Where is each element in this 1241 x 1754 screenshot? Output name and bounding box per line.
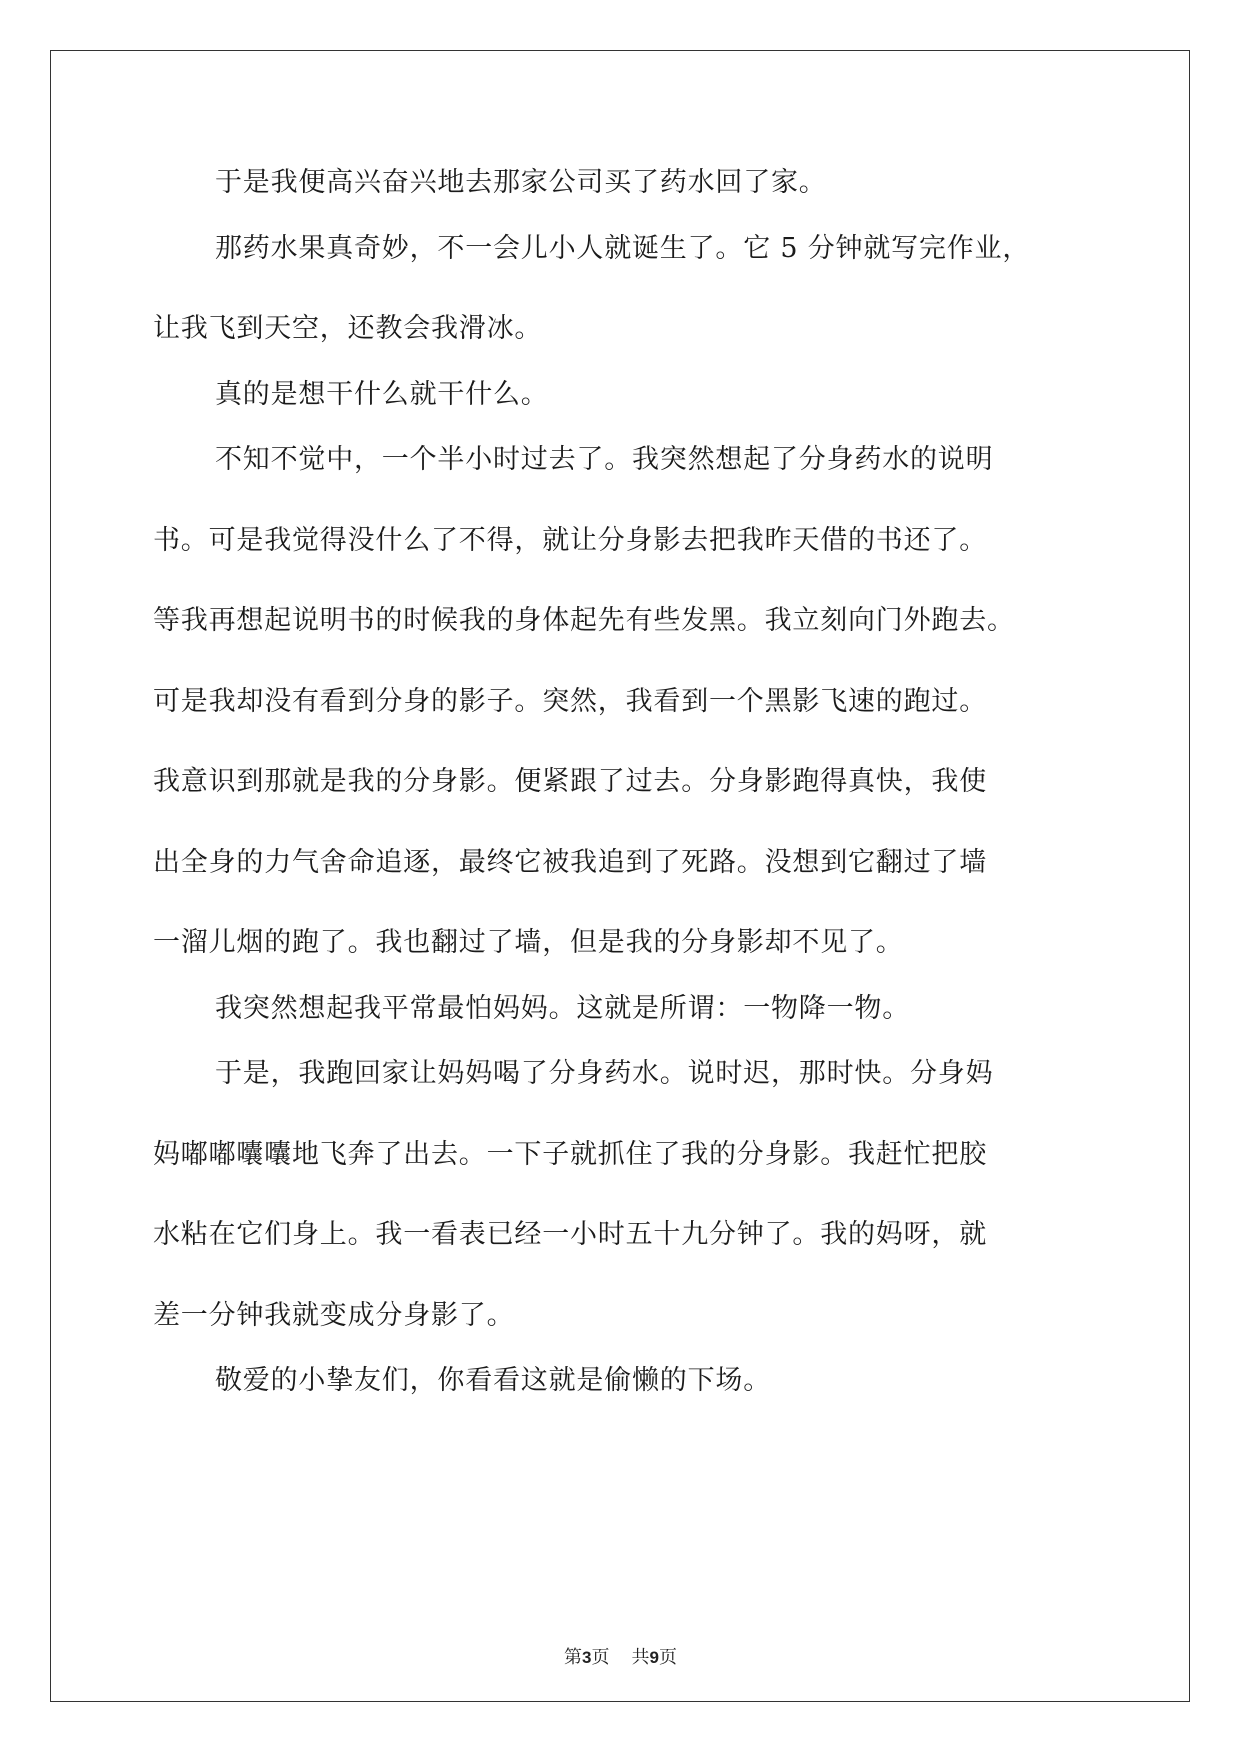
paragraph-5 bbox=[153, 988, 1101, 1029]
paragraph-line: 水粘在它们身上。我一看表已经一小时五十九分钟了。我的妈呀，就 bbox=[153, 1219, 987, 1250]
paragraph-2 bbox=[153, 228, 1101, 350]
page-footer bbox=[0, 1643, 1241, 1669]
paragraph-line: 出全身的力气舍命追逐，最终它被我追到了死路。没想到它翻过了墙 bbox=[153, 846, 987, 878]
footer-total-prefix: 共 bbox=[631, 1647, 650, 1668]
paragraph-line: 不知不觉中，一个半小时过去了。我突然想起了分身药水的说明 bbox=[215, 444, 994, 475]
footer-page-word: 页 bbox=[591, 1647, 610, 1668]
paragraph-line: 差一分钟我就变成分身影了。 bbox=[153, 1299, 515, 1331]
paragraph-1 bbox=[153, 162, 1101, 203]
paragraph-line: 书。可是我觉得没什么了不得，就让分身影去把我昨天借的书还了。 bbox=[153, 524, 987, 556]
document-body bbox=[153, 162, 1101, 1426]
paragraph-line: 可是我却没有看到分身的影子。突然，我看到一个黑影飞速的跑过。 bbox=[153, 685, 987, 717]
footer-total-suffix: 页 bbox=[658, 1647, 677, 1668]
paragraph-line: 让我飞到天空，还教会我滑冰。 bbox=[153, 313, 543, 344]
paragraph-line: 妈嘟嘟囔囔地飞奔了出去。一下子就抓住了我的分身影。我赶忙把胶 bbox=[153, 1138, 987, 1170]
paragraph-line: 我突然想起我平常最怕妈妈。这就是所谓：一物降一物。 bbox=[215, 992, 910, 1024]
paragraph-7 bbox=[153, 1360, 1101, 1401]
paragraph-line: 真的是想干什么就干什么。 bbox=[215, 378, 549, 410]
paragraph-3 bbox=[153, 374, 1101, 415]
paragraph-line: 敬爱的小挚友们，你看看这就是偷懒的下场。 bbox=[215, 1365, 771, 1396]
paragraph-line: 等我再想起说明书的时候我的身体起先有些发黑。我立刻向门外跑去。 bbox=[153, 605, 1015, 636]
paragraph-line: 那药水果真奇妙，不一会儿小人就诞生了。它 5 分钟就写完作业， bbox=[215, 232, 1031, 264]
paragraph-line: 一溜儿烟的跑了。我也翻过了墙，但是我的分身影却不见了。 bbox=[153, 927, 904, 958]
paragraph-6 bbox=[153, 1053, 1101, 1336]
paragraph-line: 于是我便高兴奋兴地去那家公司买了药水回了家。 bbox=[215, 167, 827, 198]
current-page-number: 3 bbox=[582, 1648, 592, 1667]
paragraph-4 bbox=[153, 439, 1101, 963]
footer-prefix: 第 bbox=[564, 1647, 583, 1668]
total-pages-number: 9 bbox=[649, 1648, 659, 1667]
paragraph-line: 我意识到那就是我的分身影。便紧跟了过去。分身影跑得真快，我使 bbox=[153, 766, 987, 797]
paragraph-line: 于是，我跑回家让妈妈喝了分身药水。说时迟，那时快。分身妈 bbox=[215, 1058, 994, 1089]
